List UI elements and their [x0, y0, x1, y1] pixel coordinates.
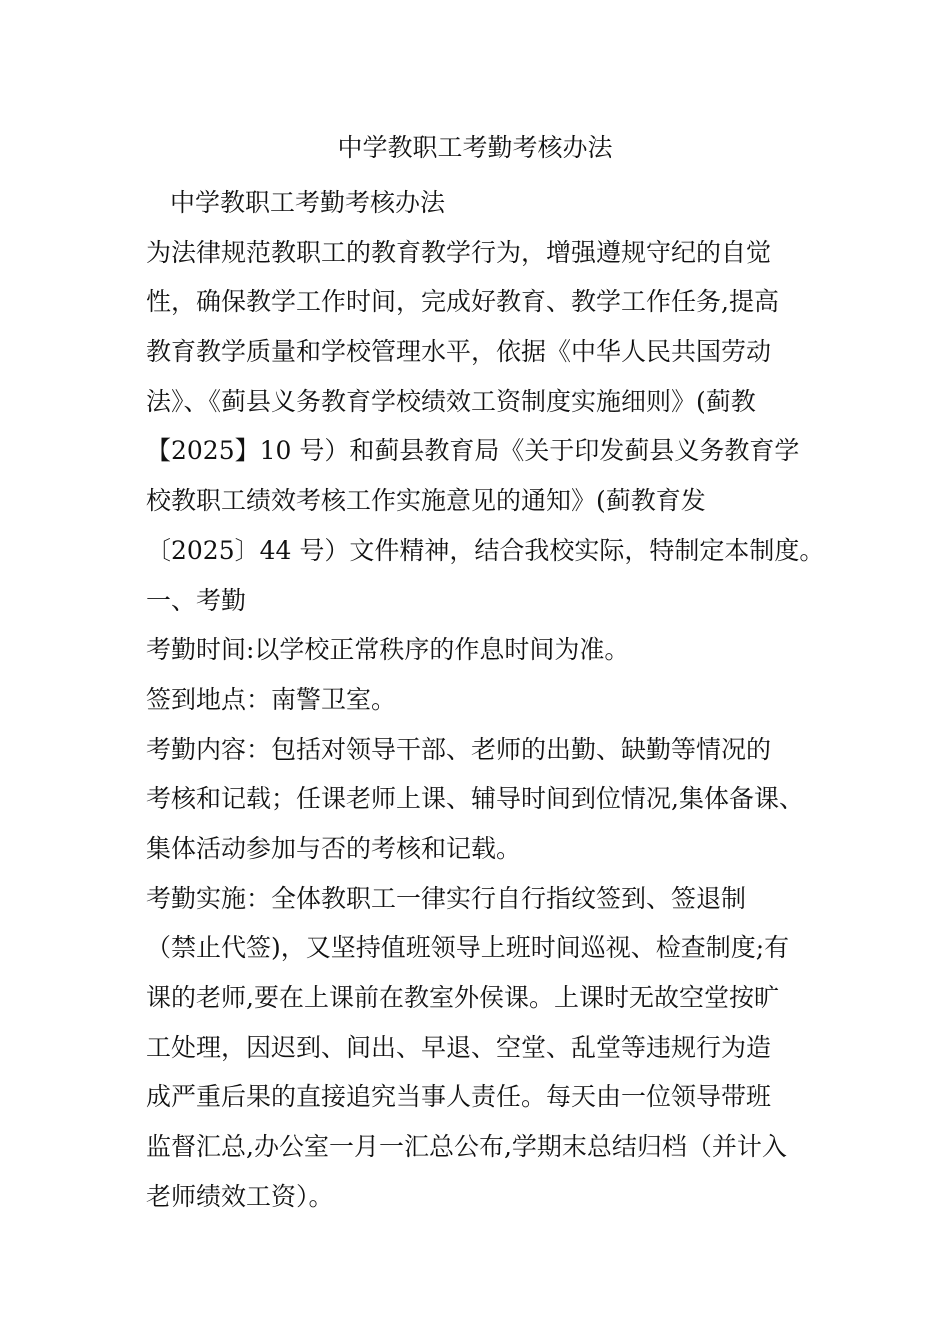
paragraph-line: 成严重后果的直接追究当事人责任。每天由一位领导带班: [146, 1082, 772, 1112]
paragraph-line: 考勤时间:以学校正常秩序的作息时间为准。: [146, 635, 630, 665]
paragraph-line: 集体活动参加与否的考核和记载。: [146, 833, 522, 863]
paragraph-line: 考勤实施：全体教职工一律实行自行指纹签到、签退制: [146, 883, 747, 913]
paragraph-line: 考勤内容：包括对领导干部、老师的出勤、缺勤等情况的: [146, 734, 772, 764]
document-title: 中学教职工考勤考核办法: [337, 133, 613, 162]
paragraph-line: 法》、《蓟县义务教育学校绩效工资制度实施细则》(蓟教: [146, 386, 756, 416]
paragraph-line: 【2025】10 号）和蓟县教育局《关于印发蓟县义务教育学: [146, 436, 800, 466]
paragraph-line: 考核和记载；任课老师上课、辅导时间到位情况,集体备课、: [146, 784, 804, 814]
paragraph-line: 为法律规范教职工的教育教学行为，增强遵规守纪的自觉: [146, 237, 772, 267]
paragraph-line: （禁止代签)，又坚持值班领导上班时间巡视、检查制度;有: [146, 933, 790, 963]
paragraph-line: 签到地点：南警卫室。: [146, 684, 397, 714]
document-body: [146, 178, 826, 1221]
paragraph-line: 工处理，因迟到、间出、早退、空堂、乱堂等违规行为造: [146, 1032, 772, 1062]
paragraph-line: 课的老师,要在上课前在教室外侯课。上课时无故空堂按旷: [146, 983, 779, 1012]
paragraph-line: 教育教学质量和学校管理水平，依据《中华人民共国劳动: [146, 337, 772, 367]
paragraph-line: 性，确保教学工作时间，完成好教育、教学工作任务,提高: [146, 287, 779, 317]
paragraph-line: 监督汇总,办公室一月一汇总公布,学期末总结归档（并计入: [146, 1132, 787, 1162]
section-heading: 一、考勤: [146, 585, 247, 615]
subtitle-line: 中学教职工考勤考核办法: [170, 188, 446, 217]
paragraph-line: 校教职工绩效考核工作实施意见的通知》(蓟教育发: [146, 486, 706, 516]
paragraph-line: 〔2025〕44 号）文件精神，结合我校实际，特制定本制度。: [146, 535, 825, 565]
paragraph-line: 老师绩效工资）。: [146, 1181, 334, 1211]
